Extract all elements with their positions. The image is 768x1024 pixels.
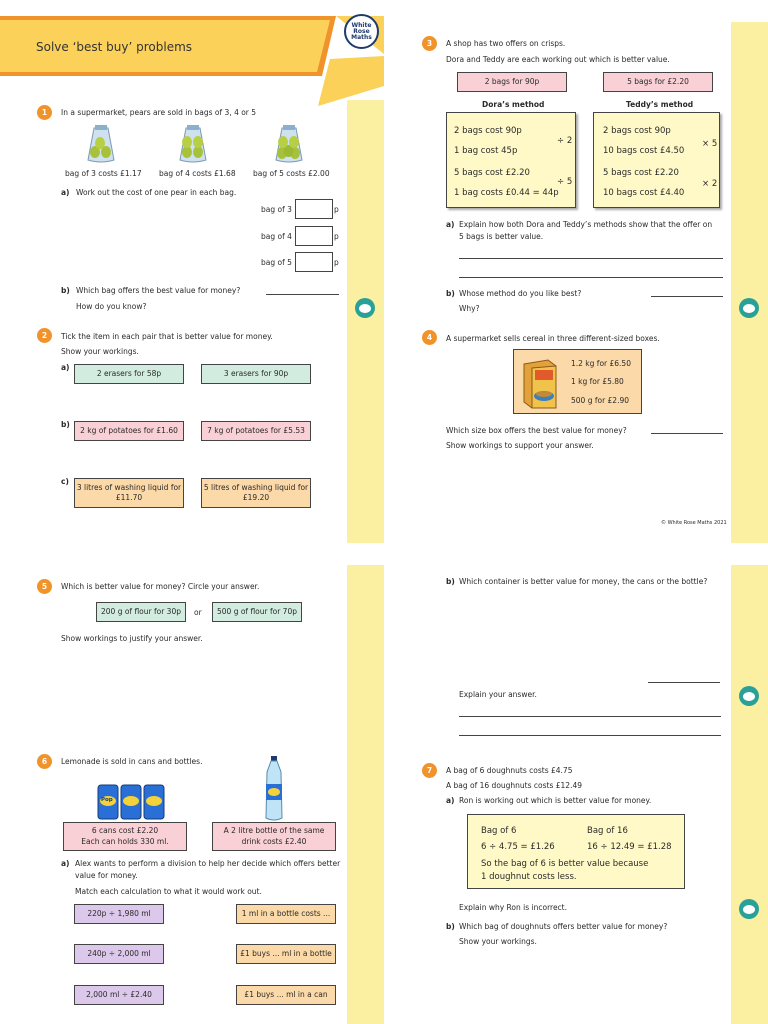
part-label: a) bbox=[446, 796, 455, 805]
result-box[interactable]: £1 buys ... ml in a can bbox=[236, 985, 336, 1005]
unit-label: p bbox=[334, 232, 339, 241]
calculation-box[interactable]: 220p ÷ 1,980 ml bbox=[74, 904, 164, 924]
discussion-icon bbox=[355, 298, 375, 318]
q4-text: A supermarket sells cereal in three different-sized boxes. bbox=[446, 334, 660, 343]
pear-bag-icon bbox=[272, 124, 306, 164]
q3a-text2: 5 bags is better value. bbox=[459, 232, 544, 241]
cereal-price: 500 g for £2.90 bbox=[571, 396, 630, 405]
question-number: 3 bbox=[422, 36, 437, 51]
answer-box[interactable] bbox=[295, 226, 333, 246]
question-number: 1 bbox=[37, 105, 52, 120]
q4-question: Which size box offers the best value for money? bbox=[446, 426, 627, 435]
option-box[interactable]: 5 litres of washing liquid for £19.20 bbox=[201, 478, 311, 508]
cereal-price-card bbox=[513, 349, 642, 414]
answer-line[interactable] bbox=[651, 296, 723, 297]
discussion-icon bbox=[739, 298, 759, 318]
bottle-info-box: A 2 litre bottle of the same drink costs £2.40 bbox=[212, 822, 336, 851]
q1b-text2: How do you know? bbox=[76, 302, 147, 311]
discussion-icon bbox=[739, 899, 759, 919]
answer-line[interactable] bbox=[459, 716, 721, 717]
answer-line[interactable] bbox=[651, 433, 723, 434]
q1-text: In a supermarket, pears are sold in bags of 3, 4 or 5 bbox=[61, 108, 257, 117]
or-label: or bbox=[194, 608, 202, 617]
option-box[interactable]: 3 litres of washing liquid for £11.70 bbox=[74, 478, 184, 508]
answer-line[interactable] bbox=[459, 258, 723, 259]
question-number: 5 bbox=[37, 579, 52, 594]
q6a-text2: value for money. bbox=[75, 871, 138, 880]
pear-bag-icon bbox=[84, 124, 118, 164]
option-box[interactable]: 2 kg of potatoes for £1.60 bbox=[74, 421, 184, 441]
q4-question2: Show workings to support your answer. bbox=[446, 441, 594, 450]
answer-line[interactable] bbox=[648, 682, 720, 683]
cereal-price: 1.2 kg for £6.50 bbox=[571, 359, 631, 368]
q3-text: A shop has two offers on crisps. bbox=[446, 39, 566, 48]
q6b-explain: Explain your answer. bbox=[459, 690, 537, 699]
answer-box[interactable] bbox=[295, 199, 333, 219]
white-rose-logo: White Rose Maths bbox=[344, 14, 379, 49]
part-label: b) bbox=[446, 922, 455, 931]
question-number: 2 bbox=[37, 328, 52, 343]
part-label: a) bbox=[446, 220, 455, 229]
unit-label: p bbox=[334, 258, 339, 267]
q1a-text: Work out the cost of one pear in each bag. bbox=[76, 188, 237, 197]
answer-line[interactable] bbox=[266, 294, 339, 295]
part-label: b) bbox=[446, 289, 455, 298]
flour-option[interactable]: 500 g of flour for 70p bbox=[212, 602, 302, 622]
row-label: bag of 5 bbox=[261, 258, 292, 267]
unit-label: p bbox=[334, 205, 339, 214]
q3a-text: Explain how both Dora and Teddy’s methods show that the offer on bbox=[459, 220, 713, 229]
page-title: Solve ‘best buy’ problems bbox=[36, 40, 193, 54]
question-number: 4 bbox=[422, 330, 437, 345]
q7b-text: Which bag of doughnuts offers better value for money? bbox=[459, 922, 668, 931]
part-label: b) bbox=[61, 420, 70, 429]
q7a-text: Ron is working out which is better value for money. bbox=[459, 796, 652, 805]
cereal-price: 1 kg for £5.80 bbox=[571, 377, 624, 386]
part-label: b) bbox=[446, 577, 455, 586]
bottle-icon bbox=[262, 756, 286, 822]
q3b-text: Whose method do you like best? bbox=[459, 289, 582, 298]
part-label: a) bbox=[61, 859, 70, 868]
q6b-text: Which container is better value for money, the cans or the bottle? bbox=[459, 577, 708, 586]
row-label: bag of 4 bbox=[261, 232, 292, 241]
q1b-text: Which bag offers the best value for money? bbox=[76, 286, 241, 295]
side-strip-bl bbox=[347, 565, 384, 1024]
part-label: c) bbox=[61, 477, 69, 486]
ron-working-box: Bag of 6 Bag of 16 6 ÷ 4.75 = £1.26 16 ÷ 12.49 = £1.28 So the bag of 6 is better value because 1 doughnut costs less. bbox=[467, 814, 685, 889]
q3b-text2: Why? bbox=[459, 304, 480, 313]
offer-box: 5 bags for £2.20 bbox=[603, 72, 713, 92]
question-number: 7 bbox=[422, 763, 437, 778]
question-number: 6 bbox=[37, 754, 52, 769]
result-box[interactable]: 1 ml in a bottle costs ... bbox=[236, 904, 336, 924]
dora-working-box: 2 bags cost 90p 1 bag cost 45p 5 bags cost £2.20 1 bag costs £0.44 = 44p ÷ 2 ÷ 5 bbox=[446, 112, 576, 208]
q6a-text3: Match each calculation to what it would work out. bbox=[75, 887, 262, 896]
header-banner bbox=[0, 14, 384, 108]
q5-text2: Show workings to justify your answer. bbox=[61, 634, 203, 643]
q5-text: Which is better value for money? Circle your answer. bbox=[61, 582, 260, 591]
dora-method-title: Dora’s method bbox=[482, 100, 545, 109]
bag-caption: bag of 4 costs £1.68 bbox=[159, 169, 236, 178]
answer-line[interactable] bbox=[459, 277, 723, 278]
calculation-box[interactable]: 2,000 ml ÷ £2.40 bbox=[74, 985, 164, 1005]
part-label: b) bbox=[61, 286, 70, 295]
part-label: a) bbox=[61, 363, 70, 372]
calculation-box[interactable]: 240p ÷ 2,000 ml bbox=[74, 944, 164, 964]
bag-caption: bag of 5 costs £2.00 bbox=[253, 169, 330, 178]
q7b-text2: Show your workings. bbox=[459, 937, 537, 946]
option-box[interactable]: 7 kg of potatoes for £5.53 bbox=[201, 421, 311, 441]
bag-caption: bag of 3 costs £1.17 bbox=[65, 169, 142, 178]
option-box[interactable]: 3 erasers for 90p bbox=[201, 364, 311, 384]
can-brand-label: Pop bbox=[101, 797, 113, 803]
q6a-text: Alex wants to perform a division to help her decide which offers better bbox=[75, 859, 341, 868]
side-strip-br bbox=[731, 565, 768, 1024]
teddy-working-box: 2 bags cost 90p 10 bags cost £4.50 5 bags cost £2.20 10 bags cost £4.40 × 5 × 2 bbox=[593, 112, 720, 208]
q7-text2: A bag of 16 doughnuts costs £12.49 bbox=[446, 781, 583, 790]
q2-text: Tick the item in each pair that is better value for money. bbox=[61, 332, 273, 341]
side-strip-tl bbox=[347, 100, 384, 543]
side-strip-tr bbox=[731, 22, 768, 543]
flour-option[interactable]: 200 g of flour for 30p bbox=[96, 602, 186, 622]
q7-text: A bag of 6 doughnuts costs £4.75 bbox=[446, 766, 573, 775]
q7a-explain: Explain why Ron is incorrect. bbox=[459, 903, 568, 912]
option-box[interactable]: 2 erasers for 58p bbox=[74, 364, 184, 384]
result-box[interactable]: £1 buys ... ml in a bottle bbox=[236, 944, 336, 964]
q3-text2: Dora and Teddy are each working out which is better value. bbox=[446, 55, 670, 64]
q2-text2: Show your workings. bbox=[61, 347, 139, 356]
offer-box: 2 bags for 90p bbox=[457, 72, 567, 92]
cans-info-box: 6 cans cost £2.20 Each can holds 330 ml. bbox=[63, 822, 187, 851]
answer-box[interactable] bbox=[295, 252, 333, 272]
q6-text: Lemonade is sold in cans and bottles. bbox=[61, 757, 203, 766]
pear-bag-icon bbox=[176, 124, 210, 164]
discussion-icon bbox=[739, 686, 759, 706]
row-label: bag of 3 bbox=[261, 205, 292, 214]
cereal-box-icon bbox=[520, 356, 560, 410]
answer-line[interactable] bbox=[459, 735, 721, 736]
teddy-method-title: Teddy’s method bbox=[626, 100, 694, 109]
part-label: a) bbox=[61, 188, 70, 197]
copyright: © White Rose Maths 2021 bbox=[661, 520, 727, 526]
